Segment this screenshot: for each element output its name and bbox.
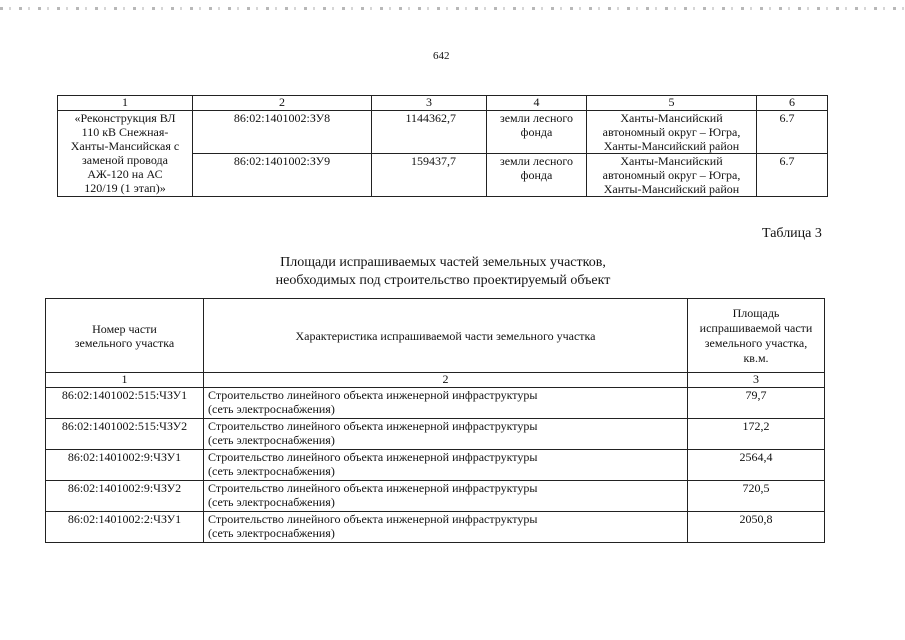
table-label: Таблица 3 (762, 226, 822, 241)
page-number: 642 (433, 50, 450, 62)
header-area: Площадь испрашиваемой части земельного участка, кв.м. (688, 299, 825, 373)
column-number: 2 (193, 96, 372, 111)
object-name-cell: «Реконструкция ВЛ 110 кВ Снежная- Ханты-Мансийская с заменой провода АЖ-120 на АС 120/19 (1 этап)» (58, 111, 193, 197)
column-number: 3 (372, 96, 487, 111)
table-row (46, 450, 825, 481)
column-number: 2 (204, 373, 688, 388)
plot-area: 1144362,7 (372, 111, 487, 154)
part-description: Строительство линейного объекта инженерной инфраструктуры (сеть электроснабжения) (204, 512, 688, 543)
table-row (46, 512, 825, 543)
plot-area: 159437,7 (372, 154, 487, 197)
part-number: 86:02:1401002:515:ЧЗУ1 (46, 388, 204, 419)
part-description: Строительство линейного объекта инженерной инфраструктуры (сеть электроснабжения) (204, 388, 688, 419)
table-title: Площади испрашиваемых частей земельных участков, необходимых под строительство проектируемый объект (275, 255, 611, 288)
plot-location: Ханты-Мансийский автономный округ – Югра, Ханты-Мансийский район (587, 154, 757, 197)
land-category: земли лесного фонда (487, 111, 587, 154)
part-number: 86:02:1401002:9:ЧЗУ1 (46, 450, 204, 481)
column-number: 4 (487, 96, 587, 111)
part-area: 720,5 (688, 481, 825, 512)
table-row (58, 111, 828, 154)
plot-parts-area-table (45, 298, 825, 543)
scan-edge-artifact (0, 7, 905, 10)
cadastral-number: 86:02:1401002:ЗУ8 (193, 111, 372, 154)
part-area: 2050,8 (688, 512, 825, 543)
part-description: Строительство линейного объекта инженерной инфраструктуры (сеть электроснабжения) (204, 450, 688, 481)
land-category: земли лесного фонда (487, 154, 587, 197)
column-number: 6 (757, 96, 828, 111)
plot-location: Ханты-Мансийский автономный округ – Югра, Ханты-Мансийский район (587, 111, 757, 154)
table-row (46, 388, 825, 419)
table-row (46, 481, 825, 512)
table-header-row (46, 299, 825, 373)
part-number: 86:02:1401002:515:ЧЗУ2 (46, 419, 204, 450)
cadastral-number: 86:02:1401002:ЗУ9 (193, 154, 372, 197)
part-area: 2564,4 (688, 450, 825, 481)
use-code: 6.7 (757, 111, 828, 154)
column-number: 5 (587, 96, 757, 111)
table-row (46, 419, 825, 450)
column-number: 3 (688, 373, 825, 388)
header-part-number: Номер части земельного участка (46, 299, 204, 373)
part-description: Строительство линейного объекта инженерной инфраструктуры (сеть электроснабжения) (204, 481, 688, 512)
land-plots-table-continued (57, 95, 828, 197)
part-number: 86:02:1401002:9:ЧЗУ2 (46, 481, 204, 512)
column-number: 1 (46, 373, 204, 388)
part-area: 79,7 (688, 388, 825, 419)
table-header-row (58, 96, 828, 111)
part-area: 172,2 (688, 419, 825, 450)
column-numbers-row (46, 373, 825, 388)
part-number: 86:02:1401002:2:ЧЗУ1 (46, 512, 204, 543)
column-number: 1 (58, 96, 193, 111)
use-code: 6.7 (757, 154, 828, 197)
part-description: Строительство линейного объекта инженерной инфраструктуры (сеть электроснабжения) (204, 419, 688, 450)
header-description: Характеристика испрашиваемой части земельного участка (204, 299, 688, 373)
